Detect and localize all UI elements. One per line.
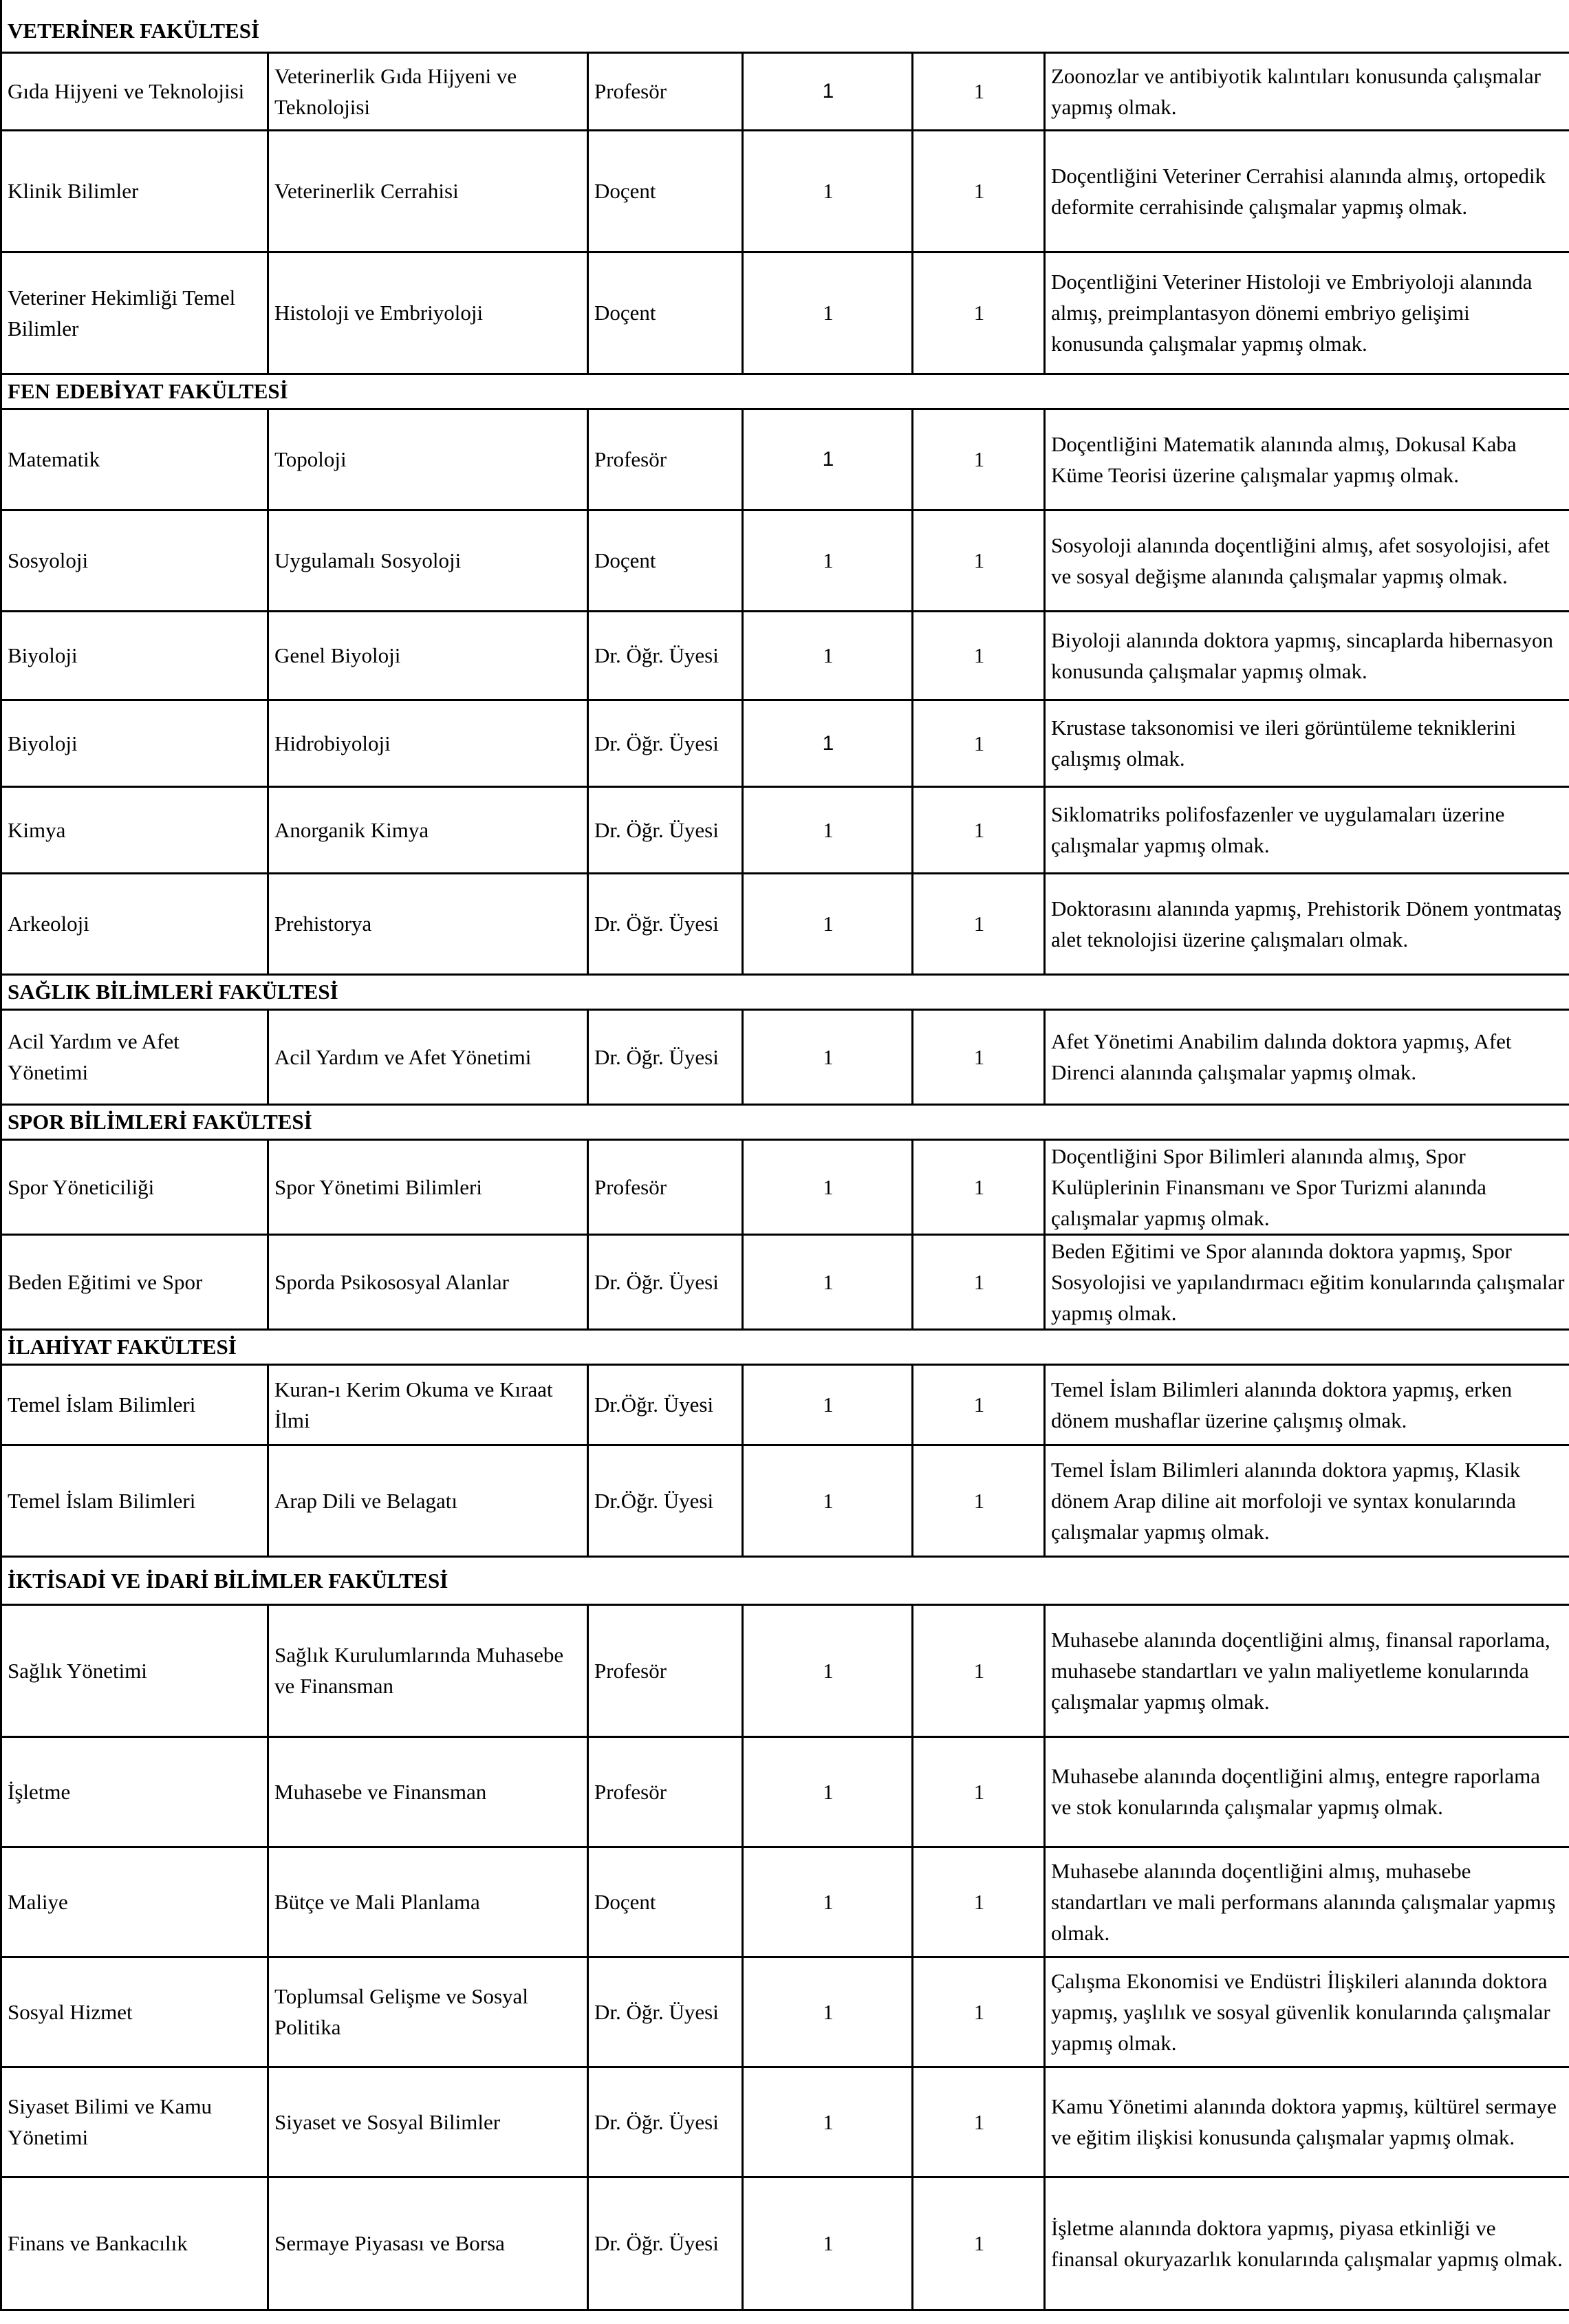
department-cell: Beden Eğitimi ve Spor <box>1 1234 268 1329</box>
field-cell: Muhasebe ve Finansman <box>268 1736 588 1847</box>
table-row <box>1 873 1569 974</box>
requirement-cell: Muhasebe alanında doçentliğini almış, entegre raporlama ve stok konularında çalışmalar yapmış olmak. <box>1045 1736 1569 1847</box>
count2-cell: 1 <box>913 1736 1045 1847</box>
title-cell: Dr.Öğr. Üyesi <box>588 1364 743 1445</box>
count1-cell: 1 <box>743 700 913 786</box>
table-row <box>1 510 1569 611</box>
table-row <box>1 252 1569 374</box>
title-cell: Profesör <box>588 1604 743 1736</box>
count1-cell: 1 <box>743 1604 913 1736</box>
section-title: SAĞLIK BİLİMLERİ FAKÜLTESİ <box>1 974 1569 1009</box>
requirement-cell: Doçentliğini Veteriner Cerrahisi alanında almış, ortopedik deformite cerrahisinde çalışmalar yapmış olmak. <box>1045 130 1569 252</box>
table-row <box>1 409 1569 510</box>
title-cell: Dr. Öğr. Üyesi <box>588 873 743 974</box>
field-cell: Anorganik Kimya <box>268 786 588 873</box>
requirement-cell: Doktorasını alanında yapmış, Prehistorik Dönem yontmataş alet teknolojisi üzerine çalışmaları olmak. <box>1045 873 1569 974</box>
section-title: İKTİSADİ VE İDARİ BİLİMLER FAKÜLTESİ <box>1 1556 1569 1604</box>
field-cell: Veterinerlik Cerrahisi <box>268 130 588 252</box>
count2-cell: 1 <box>913 510 1045 611</box>
title-cell: Doçent <box>588 252 743 374</box>
field-cell: Sağlık Kurulumlarında Muhasebe ve Finansman <box>268 1604 588 1736</box>
title-cell: Dr. Öğr. Üyesi <box>588 786 743 873</box>
field-cell: Toplumsal Gelişme ve Sosyal Politika <box>268 1957 588 2067</box>
table-row <box>1 52 1569 130</box>
field-cell: Arap Dili ve Belagatı <box>268 1445 588 1556</box>
count1-cell: 1 <box>743 1234 913 1329</box>
count1-cell: 1 <box>743 1139 913 1234</box>
field-cell: Uygulamalı Sosyoloji <box>268 510 588 611</box>
section-header-row <box>1 1329 1569 1364</box>
count1-cell: 1 <box>743 52 913 130</box>
table-row <box>1 1957 1569 2067</box>
requirement-cell: Afet Yönetimi Anabilim dalında doktora yapmış, Afet Direnci alanında çalışmalar yapmış olmak. <box>1045 1009 1569 1104</box>
title-cell: Doçent <box>588 510 743 611</box>
requirement-cell: İşletme alanında doktora yapmış, piyasa etkinliği ve finansal okuryazarlık konularında çalışmalar yapmış olmak. <box>1045 2177 1569 2310</box>
department-cell: İşletme <box>1 1736 268 1847</box>
count1-cell: 1 <box>743 130 913 252</box>
count2-cell: 1 <box>913 786 1045 873</box>
count2-cell: 1 <box>913 1234 1045 1329</box>
table-row <box>1 1847 1569 1957</box>
table-row <box>1 2177 1569 2310</box>
table-row <box>1 2067 1569 2177</box>
requirement-cell: Siklomatriks polifosfazenler ve uygulamaları üzerine çalışmalar yapmış olmak. <box>1045 786 1569 873</box>
field-cell: Prehistorya <box>268 873 588 974</box>
title-cell: Dr.Öğr. Üyesi <box>588 1445 743 1556</box>
department-cell: Biyoloji <box>1 611 268 700</box>
requirement-cell: Krustase taksonomisi ve ileri görüntüleme tekniklerini çalışmış olmak. <box>1045 700 1569 786</box>
requirement-cell: Doçentliğini Spor Bilimleri alanında almış, Spor Kulüplerinin Finansmanı ve Spor Turizmi alanında çalışmalar yapmış olmak. <box>1045 1139 1569 1234</box>
count2-cell: 1 <box>913 1364 1045 1445</box>
field-cell: Bütçe ve Mali Planlama <box>268 1847 588 1957</box>
count1-cell: 1 <box>743 786 913 873</box>
count2-cell: 1 <box>913 52 1045 130</box>
requirement-cell: Temel İslam Bilimleri alanında doktora yapmış, erken dönem mushaflar üzerine çalışmış olmak. <box>1045 1364 1569 1445</box>
title-cell: Doçent <box>588 130 743 252</box>
department-cell: Sosyoloji <box>1 510 268 611</box>
requirement-cell: Doçentliğini Veteriner Histoloji ve Embriyoloji alanında almış, preimplantasyon dönemi embriyo gelişimi konusunda çalışmalar yapmış olmak. <box>1045 252 1569 374</box>
table-row <box>1 1604 1569 1736</box>
table-row <box>1 130 1569 252</box>
field-cell: Veterinerlik Gıda Hijyeni ve Teknolojisi <box>268 52 588 130</box>
count2-cell: 1 <box>913 1847 1045 1957</box>
title-cell: Dr. Öğr. Üyesi <box>588 1009 743 1104</box>
department-cell: Arkeoloji <box>1 873 268 974</box>
section-header-row <box>1 974 1569 1009</box>
count1-cell: 1 <box>743 409 913 510</box>
count2-cell: 1 <box>913 873 1045 974</box>
section-header-row <box>1 0 1569 52</box>
title-cell: Profesör <box>588 1736 743 1847</box>
section-title: FEN EDEBİYAT FAKÜLTESİ <box>1 374 1569 409</box>
field-cell: Histoloji ve Embriyoloji <box>268 252 588 374</box>
count2-cell: 1 <box>913 1139 1045 1234</box>
count2-cell: 1 <box>913 611 1045 700</box>
section-title: SPOR BİLİMLERİ FAKÜLTESİ <box>1 1104 1569 1139</box>
department-cell: Kimya <box>1 786 268 873</box>
title-cell: Dr. Öğr. Üyesi <box>588 2067 743 2177</box>
count1-cell: 1 <box>743 510 913 611</box>
count1-cell: 1 <box>743 1736 913 1847</box>
table-row <box>1 1009 1569 1104</box>
count2-cell: 1 <box>913 1604 1045 1736</box>
title-cell: Profesör <box>588 409 743 510</box>
table-row <box>1 700 1569 786</box>
requirement-cell: Muhasebe alanında doçentliğini almış, muhasebe standartları ve mali performans alanında çalışmalar yapmış olmak. <box>1045 1847 1569 1957</box>
section-header-row <box>1 1104 1569 1139</box>
requirement-cell: Biyoloji alanında doktora yapmış, sincaplarda hibernasyon konusunda çalışmalar yapmış olmak. <box>1045 611 1569 700</box>
count1-cell: 1 <box>743 611 913 700</box>
requirement-cell: Muhasebe alanında doçentliğini almış, finansal raporlama, muhasebe standartları ve yalın maliyetleme konularında çalışmalar yapmış olmak. <box>1045 1604 1569 1736</box>
count2-cell: 1 <box>913 1957 1045 2067</box>
count2-cell: 1 <box>913 700 1045 786</box>
table-row <box>1 611 1569 700</box>
table-row <box>1 786 1569 873</box>
department-cell: Sosyal Hizmet <box>1 1957 268 2067</box>
table-row <box>1 1364 1569 1445</box>
requirement-cell: Temel İslam Bilimleri alanında doktora yapmış, Klasik dönem Arap diline ait morfoloji ve syntax konularında çalışmalar yapmış olmak. <box>1045 1445 1569 1556</box>
field-cell: Genel Biyoloji <box>268 611 588 700</box>
title-cell: Profesör <box>588 52 743 130</box>
field-cell: Hidrobiyoloji <box>268 700 588 786</box>
department-cell: Biyoloji <box>1 700 268 786</box>
count2-cell: 1 <box>913 2177 1045 2310</box>
count2-cell: 1 <box>913 1445 1045 1556</box>
department-cell: Siyaset Bilimi ve Kamu Yönetimi <box>1 2067 268 2177</box>
table-row <box>1 1736 1569 1847</box>
department-cell: Gıda Hijyeni ve Teknolojisi <box>1 52 268 130</box>
requirement-cell: Beden Eğitimi ve Spor alanında doktora yapmış, Spor Sosyolojisi ve yapılandırmacı eğitim konularında çalışmalar yapmış olmak. <box>1045 1234 1569 1329</box>
section-title: VETERİNER FAKÜLTESİ <box>1 0 1569 52</box>
department-cell: Temel İslam Bilimleri <box>1 1364 268 1445</box>
count2-cell: 1 <box>913 1009 1045 1104</box>
table-row <box>1 1234 1569 1329</box>
count2-cell: 1 <box>913 409 1045 510</box>
table-row <box>1 1445 1569 1556</box>
department-cell: Maliye <box>1 1847 268 1957</box>
field-cell: Kuran-ı Kerim Okuma ve Kıraat İlmi <box>268 1364 588 1445</box>
department-cell: Matematik <box>1 409 268 510</box>
requirement-cell: Zoonozlar ve antibiyotik kalıntıları konusunda çalışmalar yapmış olmak. <box>1045 52 1569 130</box>
field-cell: Acil Yardım ve Afet Yönetimi <box>268 1009 588 1104</box>
field-cell: Topoloji <box>268 409 588 510</box>
department-cell: Klinik Bilimler <box>1 130 268 252</box>
count1-cell: 1 <box>743 2177 913 2310</box>
count2-cell: 1 <box>913 130 1045 252</box>
field-cell: Sermaye Piyasası ve Borsa <box>268 2177 588 2310</box>
field-cell: Sporda Psikososyal Alanlar <box>268 1234 588 1329</box>
title-cell: Dr. Öğr. Üyesi <box>588 2177 743 2310</box>
title-cell: Doçent <box>588 1847 743 1957</box>
count1-cell: 1 <box>743 1445 913 1556</box>
department-cell: Temel İslam Bilimleri <box>1 1445 268 1556</box>
count1-cell: 1 <box>743 1364 913 1445</box>
field-cell: Siyaset ve Sosyal Bilimler <box>268 2067 588 2177</box>
title-cell: Dr. Öğr. Üyesi <box>588 1957 743 2067</box>
title-cell: Dr. Öğr. Üyesi <box>588 700 743 786</box>
count1-cell: 1 <box>743 1009 913 1104</box>
requirement-cell: Sosyoloji alanında doçentliğini almış, afet sosyolojisi, afet ve sosyal değişme alanında çalışmalar yapmış olmak. <box>1045 510 1569 611</box>
requirement-cell: Kamu Yönetimi alanında doktora yapmış, kültürel sermaye ve eğitim ilişkisi konusunda çalışmalar yapmış olmak. <box>1045 2067 1569 2177</box>
department-cell: Finans ve Bankacılık <box>1 2177 268 2310</box>
department-cell: Acil Yardım ve Afet Yönetimi <box>1 1009 268 1104</box>
title-cell: Dr. Öğr. Üyesi <box>588 1234 743 1329</box>
department-cell: Sağlık Yönetimi <box>1 1604 268 1736</box>
section-header-row <box>1 374 1569 409</box>
count1-cell: 1 <box>743 1957 913 2067</box>
count1-cell: 1 <box>743 2067 913 2177</box>
positions-table-body <box>1 0 1569 2310</box>
requirement-cell: Çalışma Ekonomisi ve Endüstri İlişkileri alanında doktora yapmış, yaşlılık ve sosyal güvenlik konularında çalışmalar yapmış olmak. <box>1045 1957 1569 2067</box>
count2-cell: 1 <box>913 252 1045 374</box>
count2-cell: 1 <box>913 2067 1045 2177</box>
table-row <box>1 1139 1569 1234</box>
title-cell: Dr. Öğr. Üyesi <box>588 611 743 700</box>
count1-cell: 1 <box>743 873 913 974</box>
section-header-row <box>1 1556 1569 1604</box>
count1-cell: 1 <box>743 252 913 374</box>
department-cell: Veteriner Hekimliği Temel Bilimler <box>1 252 268 374</box>
title-cell: Profesör <box>588 1139 743 1234</box>
count1-cell: 1 <box>743 1847 913 1957</box>
field-cell: Spor Yönetimi Bilimleri <box>268 1139 588 1234</box>
section-title: İLAHİYAT FAKÜLTESİ <box>1 1329 1569 1364</box>
department-cell: Spor Yöneticiliği <box>1 1139 268 1234</box>
requirement-cell: Doçentliğini Matematik alanında almış, Dokusal Kaba Küme Teorisi üzerine çalışmalar yapmış olmak. <box>1045 409 1569 510</box>
